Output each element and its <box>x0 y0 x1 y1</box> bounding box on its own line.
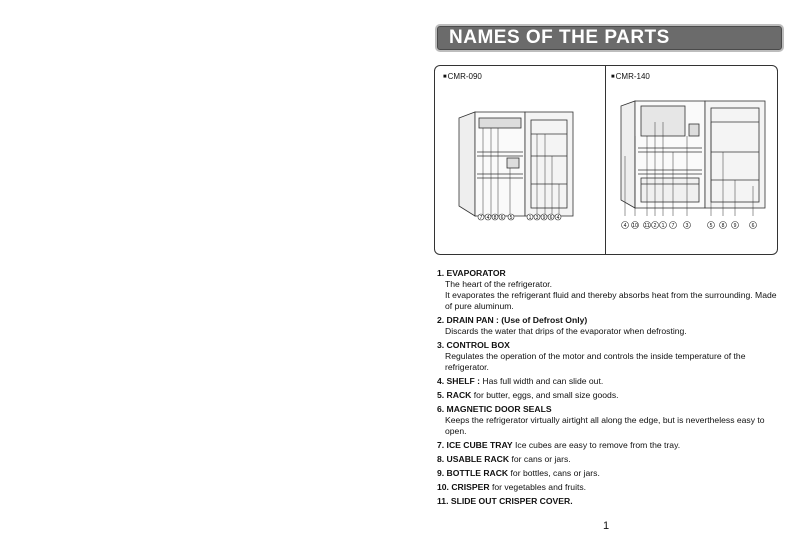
svg-text:7: 7 <box>479 215 483 221</box>
part-inline-description: for vegetables and fruits. <box>491 482 587 492</box>
callout-marker <box>548 214 554 221</box>
part-item <box>437 268 777 312</box>
part-inline-description: Has full width and can slide out. <box>482 376 604 386</box>
model-label-left: ■CMR-090 <box>443 72 482 81</box>
svg-text:8: 8 <box>721 223 725 229</box>
callout-marker <box>660 222 667 230</box>
part-heading: 11. SLIDE OUT CRISPER COVER. <box>437 496 573 506</box>
part-heading: 3. CONTROL BOX <box>437 340 510 350</box>
callout-marker <box>492 214 498 221</box>
callout-marker <box>478 214 484 221</box>
part-heading: 7. ICE CUBE TRAY <box>437 440 513 450</box>
part-item <box>437 468 777 479</box>
svg-text:3: 3 <box>685 223 689 229</box>
part-heading: 8. USABLE RACK <box>437 454 510 464</box>
part-heading: 6. MAGNETIC DOOR SEALS <box>437 404 552 414</box>
svg-text:6: 6 <box>549 215 553 221</box>
svg-text:6: 6 <box>751 223 755 229</box>
model-label-right: ■CMR-140 <box>611 72 650 81</box>
svg-text:8: 8 <box>493 215 497 221</box>
part-item <box>437 404 777 437</box>
callout-marker <box>485 214 491 221</box>
parts-diagram-panel <box>434 65 778 255</box>
part-heading: 2. DRAIN PAN : (Use of Defrost Only) <box>437 315 588 325</box>
callout-marker <box>720 222 727 230</box>
svg-text:1: 1 <box>528 215 532 221</box>
callout-marker <box>541 214 547 221</box>
callout-marker <box>644 222 651 230</box>
page-title: NAMES OF THE PARTS <box>449 27 670 48</box>
svg-text:3: 3 <box>535 215 539 221</box>
callout-marker <box>732 222 739 230</box>
callout-marker <box>670 222 677 230</box>
part-item <box>437 454 777 465</box>
part-heading: 4. SHELF : <box>437 376 480 386</box>
part-description: Discards the water that drips of the evaporator when defrosting. <box>445 326 687 336</box>
callout-marker <box>708 222 715 230</box>
part-item <box>437 340 777 373</box>
callout-marker <box>508 214 514 221</box>
callout-marker <box>750 222 757 230</box>
part-inline-description: for bottles, cans or jars. <box>510 468 600 478</box>
svg-text:6: 6 <box>500 215 504 221</box>
section-title-bar <box>435 24 784 52</box>
callout-marker <box>622 222 629 230</box>
part-description: The heart of the refrigerator. <box>445 279 553 289</box>
svg-text:5: 5 <box>509 215 513 221</box>
part-item <box>437 315 777 337</box>
svg-text:10: 10 <box>632 223 638 229</box>
svg-text:9: 9 <box>733 223 737 229</box>
fridge-cmr-090-drawing <box>459 112 573 216</box>
part-description: Regulates the operation of the motor and controls the inside temperature of the refrigerator. <box>445 351 746 372</box>
svg-text:7: 7 <box>671 223 675 229</box>
callout-marker <box>652 222 659 230</box>
svg-text:1: 1 <box>661 223 665 229</box>
part-inline-description: for cans or jars. <box>511 454 571 464</box>
callout-marker <box>555 214 561 221</box>
svg-text:9: 9 <box>542 215 546 221</box>
part-item <box>437 482 777 493</box>
svg-text:2: 2 <box>653 223 657 229</box>
part-inline-description: for butter, eggs, and small size goods. <box>473 390 619 400</box>
parts-list <box>437 268 777 510</box>
callout-marker <box>632 222 639 230</box>
callout-marker <box>527 214 533 221</box>
fridge-illustrations <box>435 66 777 254</box>
part-item <box>437 376 777 387</box>
svg-text:4: 4 <box>623 223 627 229</box>
svg-text:11: 11 <box>644 223 650 229</box>
part-heading: 9. BOTTLE RACK <box>437 468 509 478</box>
part-inline-description: Ice cubes are easy to remove from the tray. <box>515 440 681 450</box>
part-heading: 5. RACK <box>437 390 472 400</box>
part-item <box>437 390 777 401</box>
callout-marker <box>534 214 540 221</box>
page-number: 1 <box>603 520 610 532</box>
callout-marker <box>684 222 691 230</box>
part-item <box>437 440 777 451</box>
svg-text:4: 4 <box>486 215 490 221</box>
callout-marker <box>499 214 505 221</box>
fridge-cmr-140-drawing <box>621 101 765 216</box>
part-item <box>437 496 777 507</box>
svg-text:5: 5 <box>709 223 713 229</box>
part-description: Keeps the refrigerator virtually airtight all along the edge, but is nevertheless easy to open. <box>445 415 765 436</box>
part-heading: 1. EVAPORATOR <box>437 268 506 278</box>
part-description: It evaporates the refrigerant fluid and thereby absorbs heat from the surrounding. Made of pure aluminum. <box>445 290 777 311</box>
svg-text:4: 4 <box>556 215 560 221</box>
fridge-cmr-140-callouts <box>622 222 757 230</box>
part-heading: 10. CRISPER <box>437 482 490 492</box>
